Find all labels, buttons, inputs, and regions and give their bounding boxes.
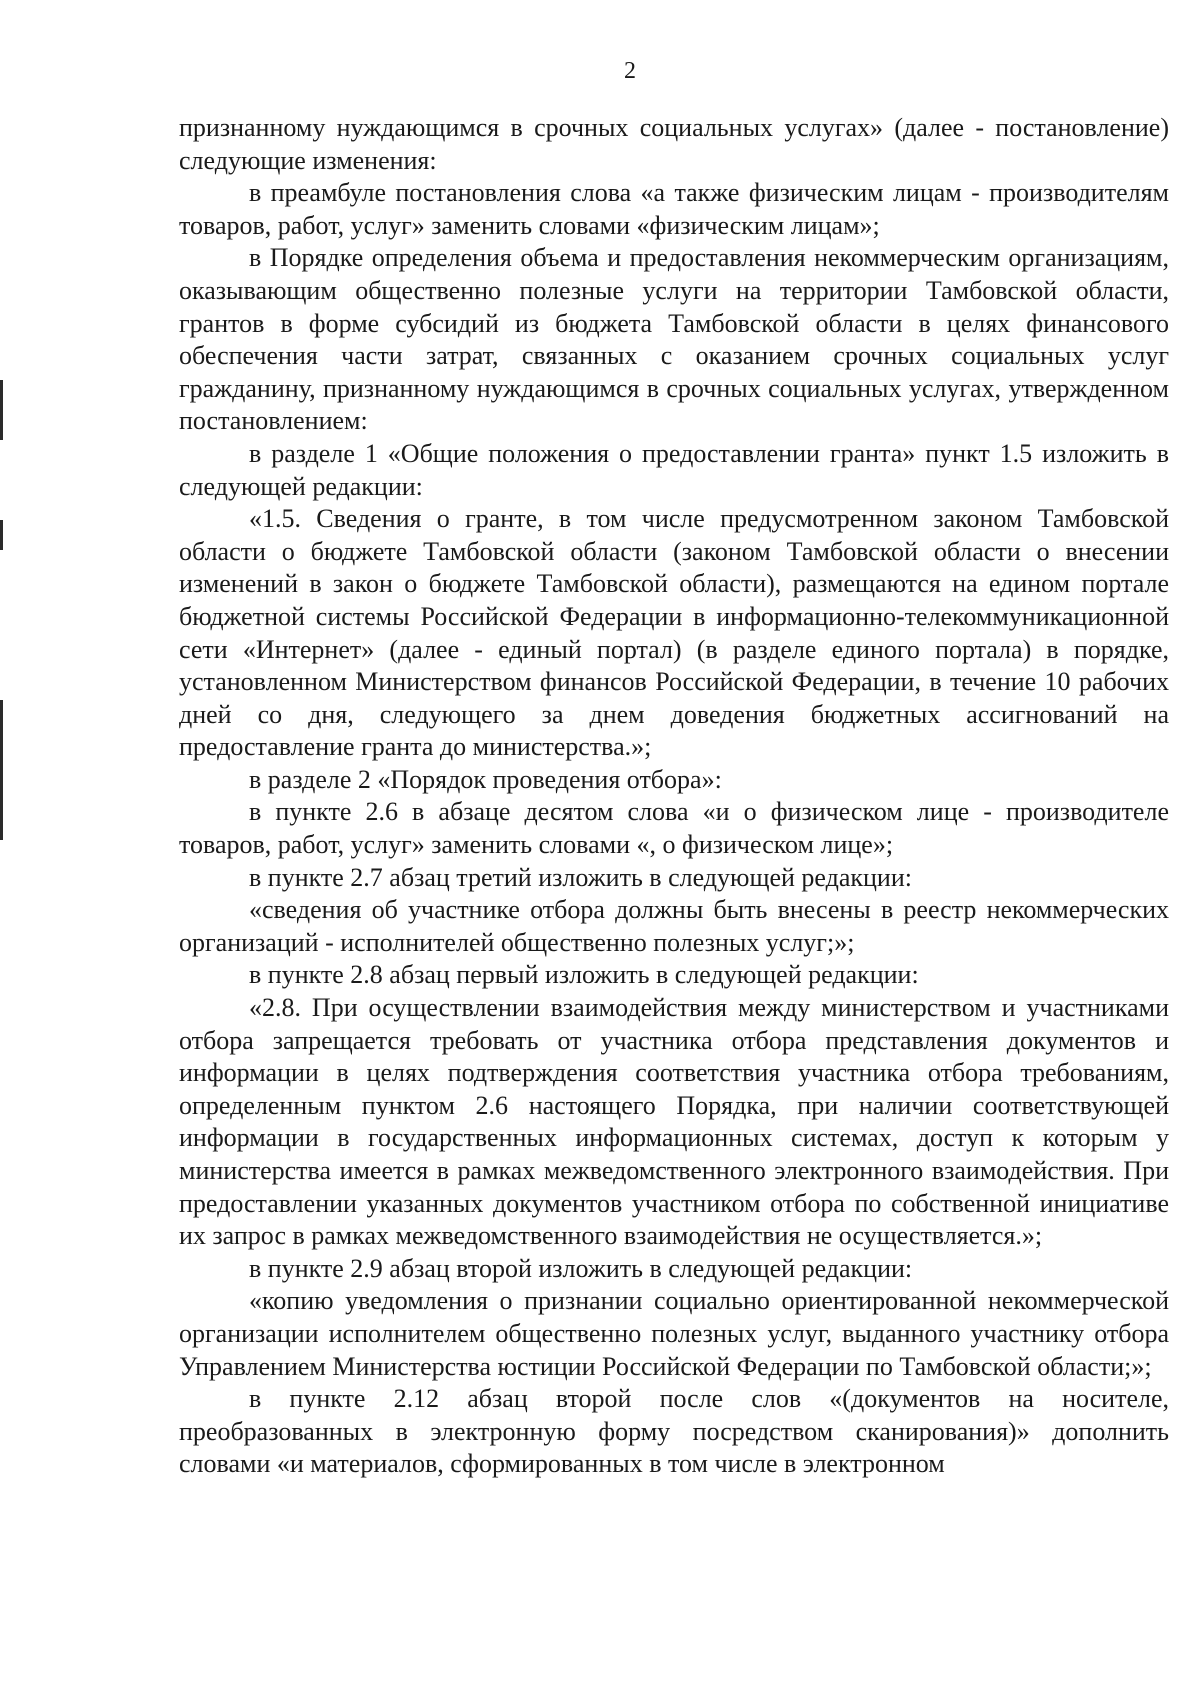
paragraph: в пункте 2.9 абзац второй изложить в следующей редакции: — [249, 1253, 913, 1283]
paragraph: в пункте 2.12 абзац второй после слов «(документов на носителе, преобразованных в электронную форму посредством сканирования)» дополнить словами «и материалов, сформированных в том числе в электронном — [179, 1384, 1169, 1479]
paragraph: в пункте 2.7 абзац третий изложить в следующей редакции: — [249, 862, 912, 892]
document-body — [179, 112, 1169, 1481]
scan-edge-mark — [0, 520, 3, 550]
paragraph: в пункте 2.6 в абзаце десятом слова «и о физическом лице - производителе товаров, работ, услуг» заменить словами «, о физическом лице»; — [179, 797, 1169, 860]
scan-edge-mark — [0, 380, 3, 440]
paragraph: «2.8. При осуществлении взаимодействия между министерством и участниками отбора запрещается требовать от участника отбора представления документов и информации в целях подтверждения соответствия участника отбора требованиям, определенным пунктом 2.6 настоящего Порядка, при наличии соответствующей информации в государственных информационных системах, доступ к которым у министерства имеется в рамках межведомственного электронного взаимодействия. При предоставлении указанных документов участником отбора по собственной инициативе их запрос в рамках межведомственного взаимодействия не осуществляется.»; — [179, 993, 1169, 1251]
paragraph: «сведения об участнике отбора должны быть внесены в реестр некоммерческих организаций - исполнителей общественно полезных услуг;»; — [179, 895, 1169, 957]
paragraph: в пункте 2.8 абзац первый изложить в следующей редакции: — [249, 960, 919, 990]
paragraph: признанному нуждающимся в срочных социальных услугах» (далее - постановление) следующие изменения: — [179, 113, 1169, 175]
paragraph: в разделе 2 «Порядок проведения отбора»: — [249, 764, 722, 794]
scan-edge-mark — [0, 700, 3, 840]
paragraph: в преамбуле постановления слова «а также физическим лицам - производителям товаров, работ, услуг» заменить словами «физическим лицам»; — [179, 178, 1169, 240]
paragraph: «копию уведомления о признании социально ориентированной некоммерческой организации исполнителем общественно полезных услуг, выданного участнику отбора Управлением Министерства юстиции Российской Федерации по Тамбовской области;»; — [179, 1286, 1169, 1381]
paragraph: в Порядке определения объема и предоставления некоммерческим организациям, оказывающим общественно полезные услуги на территории Тамбовской области, грантов в форме субсидий из бюджета Тамбовской области в целях финансового обеспечения части затрат, связанных с оказанием срочных социальных услуг гражданину, признанному нуждающимся в срочных социальных услугах, утвержденном постановлением: — [179, 243, 1169, 436]
paragraph: «1.5. Сведения о гранте, в том числе предусмотренном законом Тамбовской области о бюджете Тамбовской области (законом Тамбовской области о внесении изменений в закон о бюджете Тамбовской области), размещаются на едином портале бюджетной системы Российской Федерации в информационно-телекоммуникационной сети «Интернет» (далее - единый портал) (в разделе единого портала) в порядке, установленном Министерством финансов Российской Федерации, в течение 10 рабочих дней со дня, следующего за днем доведения бюджетных ассигнований на предоставление гранта до министерства.»; — [179, 504, 1169, 762]
page-number: 2 — [624, 58, 636, 84]
paragraph: в разделе 1 «Общие положения о предоставлении гранта» пункт 1.5 изложить в следующей редакции: — [179, 438, 1169, 501]
